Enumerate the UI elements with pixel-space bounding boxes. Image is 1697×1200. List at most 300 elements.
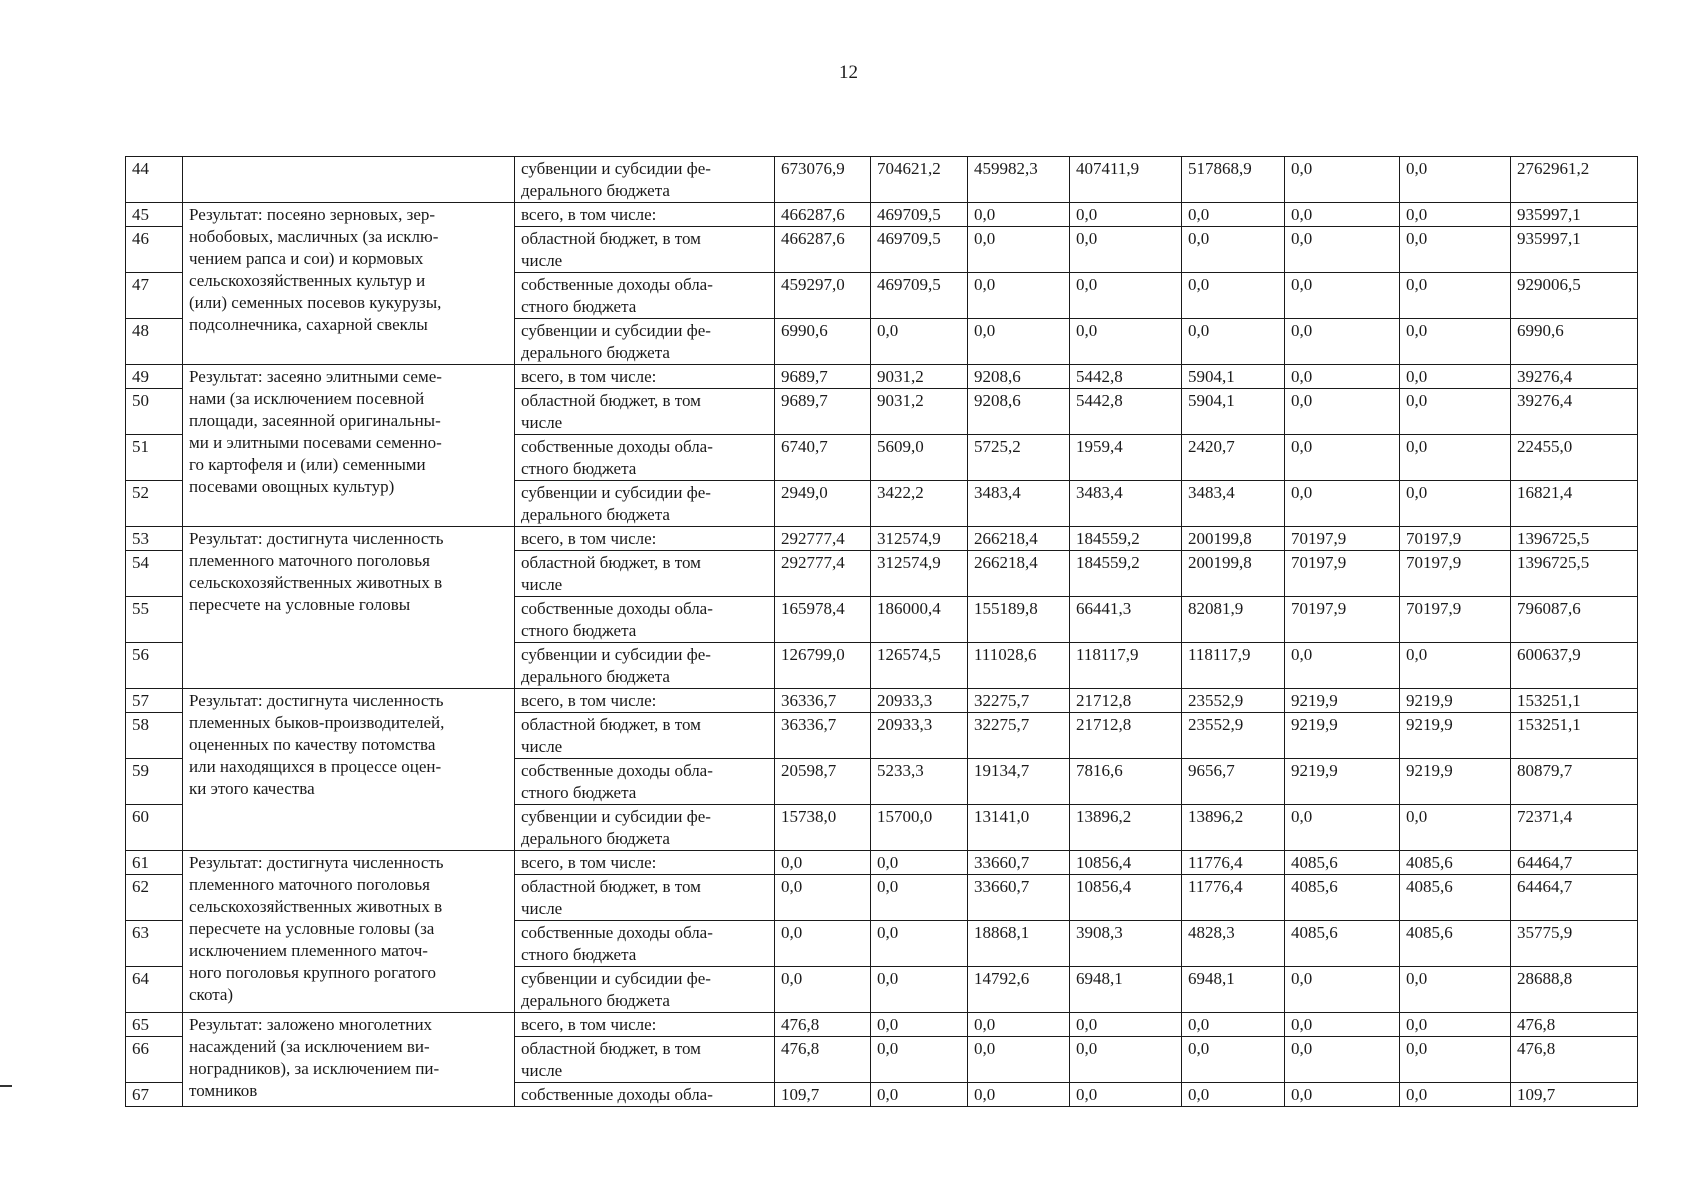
year-value: 36336,7 — [775, 689, 871, 713]
year-value: 0,0 — [871, 319, 968, 365]
funding-source — [515, 435, 775, 481]
row-number: 61 — [126, 851, 183, 875]
year-value: 0,0 — [1400, 1013, 1511, 1037]
year-value: 0,0 — [1400, 967, 1511, 1013]
year-value: 5233,3 — [871, 759, 968, 805]
year-value: 4085,6 — [1285, 851, 1400, 875]
funding-source — [515, 921, 775, 967]
year-value: 18868,1 — [968, 921, 1070, 967]
description-line: ного поголовья крупного рогатого — [189, 963, 437, 982]
year-value: 9031,2 — [871, 389, 968, 435]
year-value: 70197,9 — [1400, 551, 1511, 597]
description-line: подсолнечника, сахарной свеклы — [189, 315, 428, 334]
funding-source — [515, 805, 775, 851]
table-row — [126, 689, 1638, 713]
total-value: 28688,8 — [1511, 967, 1638, 1013]
year-value: 9689,7 — [775, 365, 871, 389]
total-value: 929006,5 — [1511, 273, 1638, 319]
year-value: 312574,9 — [871, 527, 968, 551]
source-line: субвенции и субсидии фе- — [521, 483, 711, 502]
year-value: 476,8 — [775, 1037, 871, 1083]
description-line: ми и элитными посевами семенно- — [189, 433, 442, 452]
source-line: собственные доходы обла- — [521, 923, 713, 942]
row-number: 67 — [126, 1083, 183, 1107]
row-number: 59 — [126, 759, 183, 805]
funding-source — [515, 527, 775, 551]
source-line: собственные доходы обла- — [521, 761, 713, 780]
description-line: Результат: засеяно элитными семе- — [189, 367, 442, 386]
year-value: 6948,1 — [1182, 967, 1285, 1013]
year-value: 0,0 — [871, 851, 968, 875]
result-description — [183, 1013, 515, 1107]
total-value: 935997,1 — [1511, 227, 1638, 273]
description-line: Результат: достигнута численность — [189, 529, 444, 548]
source-line: числе — [521, 413, 563, 432]
year-value: 312574,9 — [871, 551, 968, 597]
total-value: 64464,7 — [1511, 875, 1638, 921]
year-value: 0,0 — [1400, 389, 1511, 435]
source-line: собственные доходы обла- — [521, 599, 713, 618]
total-value: 109,7 — [1511, 1083, 1638, 1107]
description-line: го картофеля и (или) семенными — [189, 455, 426, 474]
table-row — [126, 1013, 1638, 1037]
source-line: дерального бюджета — [521, 343, 670, 362]
year-value: 459297,0 — [775, 273, 871, 319]
funding-source — [515, 1013, 775, 1037]
source-line: дерального бюджета — [521, 181, 670, 200]
year-value: 9219,9 — [1285, 689, 1400, 713]
year-value: 5904,1 — [1182, 389, 1285, 435]
row-number: 55 — [126, 597, 183, 643]
year-value: 9219,9 — [1285, 759, 1400, 805]
year-value: 673076,9 — [775, 157, 871, 203]
row-number: 65 — [126, 1013, 183, 1037]
year-value: 0,0 — [1400, 203, 1511, 227]
year-value: 466287,6 — [775, 227, 871, 273]
row-number: 63 — [126, 921, 183, 967]
year-value: 118117,9 — [1182, 643, 1285, 689]
table-row — [126, 527, 1638, 551]
source-line: субвенции и субсидии фе- — [521, 321, 711, 340]
margin-mark — [0, 1085, 12, 1087]
total-value: 153251,1 — [1511, 713, 1638, 759]
total-value: 1396725,5 — [1511, 527, 1638, 551]
source-line: областной бюджет, в том — [521, 391, 701, 410]
row-number: 45 — [126, 203, 183, 227]
result-description — [183, 157, 515, 203]
year-value: 0,0 — [1182, 227, 1285, 273]
year-value: 0,0 — [1285, 805, 1400, 851]
table-body — [126, 157, 1638, 1107]
description-line: томников — [189, 1081, 258, 1100]
year-value: 19134,7 — [968, 759, 1070, 805]
year-value: 0,0 — [968, 227, 1070, 273]
year-value: 70197,9 — [1400, 597, 1511, 643]
source-line: всего, в том числе: — [521, 205, 657, 224]
row-number: 66 — [126, 1037, 183, 1083]
year-value: 466287,6 — [775, 203, 871, 227]
description-line: или находящихся в процессе оцен- — [189, 757, 442, 776]
row-number: 50 — [126, 389, 183, 435]
year-value: 0,0 — [1285, 273, 1400, 319]
year-value: 36336,7 — [775, 713, 871, 759]
total-value: 796087,6 — [1511, 597, 1638, 643]
description-line: ки этого качества — [189, 779, 315, 798]
total-value: 39276,4 — [1511, 365, 1638, 389]
source-line: областной бюджет, в том — [521, 877, 701, 896]
year-value: 0,0 — [1070, 1083, 1182, 1107]
year-value: 126799,0 — [775, 643, 871, 689]
description-line: посевами овощных культур) — [189, 477, 395, 496]
source-line: собственные доходы обла- — [521, 437, 713, 456]
row-number: 64 — [126, 967, 183, 1013]
year-value: 111028,6 — [968, 643, 1070, 689]
funding-source — [515, 365, 775, 389]
row-number: 48 — [126, 319, 183, 365]
funding-source — [515, 597, 775, 643]
year-value: 0,0 — [1285, 1013, 1400, 1037]
year-value: 5442,8 — [1070, 365, 1182, 389]
source-line: всего, в том числе: — [521, 853, 657, 872]
year-value: 0,0 — [968, 1013, 1070, 1037]
funding-source — [515, 319, 775, 365]
year-value: 5442,8 — [1070, 389, 1182, 435]
year-value: 459982,3 — [968, 157, 1070, 203]
year-value: 0,0 — [871, 1037, 968, 1083]
table-row — [126, 851, 1638, 875]
year-value: 0,0 — [1400, 481, 1511, 527]
year-value: 20933,3 — [871, 689, 968, 713]
year-value: 9031,2 — [871, 365, 968, 389]
source-line: дерального бюджета — [521, 991, 670, 1010]
year-value: 3483,4 — [1182, 481, 1285, 527]
source-line: стного бюджета — [521, 945, 637, 964]
year-value: 10856,4 — [1070, 875, 1182, 921]
year-value: 0,0 — [871, 1083, 968, 1107]
total-value: 476,8 — [1511, 1037, 1638, 1083]
description-line: сельскохозяйственных животных в — [189, 897, 443, 916]
total-value: 476,8 — [1511, 1013, 1638, 1037]
table-row — [126, 203, 1638, 227]
year-value: 5609,0 — [871, 435, 968, 481]
year-value: 0,0 — [1400, 365, 1511, 389]
year-value: 517868,9 — [1182, 157, 1285, 203]
row-number: 56 — [126, 643, 183, 689]
source-line: числе — [521, 575, 563, 594]
year-value: 292777,4 — [775, 551, 871, 597]
year-value: 66441,3 — [1070, 597, 1182, 643]
description-line: племенных быков-производителей, — [189, 713, 445, 732]
source-line: всего, в том числе: — [521, 367, 657, 386]
total-value: 80879,7 — [1511, 759, 1638, 805]
year-value: 23552,9 — [1182, 713, 1285, 759]
year-value: 0,0 — [1400, 319, 1511, 365]
funding-source — [515, 851, 775, 875]
source-line: субвенции и субсидии фе- — [521, 969, 711, 988]
year-value: 0,0 — [1400, 273, 1511, 319]
result-description — [183, 689, 515, 851]
row-number: 52 — [126, 481, 183, 527]
funding-source — [515, 273, 775, 319]
year-value: 0,0 — [1285, 435, 1400, 481]
result-description — [183, 365, 515, 527]
year-value: 5725,2 — [968, 435, 1070, 481]
year-value: 165978,4 — [775, 597, 871, 643]
year-value: 0,0 — [1400, 1037, 1511, 1083]
year-value: 0,0 — [775, 921, 871, 967]
row-number: 47 — [126, 273, 183, 319]
year-value: 70197,9 — [1285, 597, 1400, 643]
source-line: числе — [521, 737, 563, 756]
description-line: исключением племенного маточ- — [189, 941, 428, 960]
source-line: областной бюджет, в том — [521, 1039, 701, 1058]
page-number: 12 — [839, 62, 858, 83]
year-value: 186000,4 — [871, 597, 968, 643]
source-line: субвенции и субсидии фе- — [521, 645, 711, 664]
year-value: 0,0 — [968, 1083, 1070, 1107]
year-value: 0,0 — [1400, 157, 1511, 203]
description-line: чением рапса и сои) и кормовых — [189, 249, 424, 268]
year-value: 0,0 — [1285, 389, 1400, 435]
year-value: 70197,9 — [1285, 551, 1400, 597]
source-line: стного бюджета — [521, 783, 637, 802]
year-value: 0,0 — [1285, 203, 1400, 227]
description-line: (или) семенных посевов кукурузы, — [189, 293, 442, 312]
year-value: 9208,6 — [968, 365, 1070, 389]
year-value: 0,0 — [1070, 1037, 1182, 1083]
year-value: 9208,6 — [968, 389, 1070, 435]
year-value: 118117,9 — [1070, 643, 1182, 689]
year-value: 32275,7 — [968, 713, 1070, 759]
year-value: 3483,4 — [968, 481, 1070, 527]
year-value: 11776,4 — [1182, 875, 1285, 921]
year-value: 0,0 — [775, 851, 871, 875]
description-line: Результат: заложено многолетних — [189, 1015, 433, 1034]
year-value: 0,0 — [775, 967, 871, 1013]
year-value: 0,0 — [1070, 1013, 1182, 1037]
row-number: 44 — [126, 157, 183, 203]
result-description — [183, 527, 515, 689]
year-value: 3483,4 — [1070, 481, 1182, 527]
year-value: 3422,2 — [871, 481, 968, 527]
total-value: 1396725,5 — [1511, 551, 1638, 597]
year-value: 200199,8 — [1182, 527, 1285, 551]
table-row — [126, 157, 1638, 203]
source-line: числе — [521, 251, 563, 270]
source-line: числе — [521, 1061, 563, 1080]
funding-source — [515, 967, 775, 1013]
year-value: 0,0 — [1285, 365, 1400, 389]
funding-source — [515, 203, 775, 227]
year-value: 0,0 — [871, 967, 968, 1013]
year-value: 23552,9 — [1182, 689, 1285, 713]
row-number: 49 — [126, 365, 183, 389]
year-value: 0,0 — [871, 875, 968, 921]
total-value: 16821,4 — [1511, 481, 1638, 527]
total-value: 153251,1 — [1511, 689, 1638, 713]
year-value: 3908,3 — [1070, 921, 1182, 967]
year-value: 10856,4 — [1070, 851, 1182, 875]
row-number: 51 — [126, 435, 183, 481]
year-value: 9219,9 — [1400, 713, 1511, 759]
source-line: дерального бюджета — [521, 505, 670, 524]
source-line: областной бюджет, в том — [521, 229, 701, 248]
year-value: 5904,1 — [1182, 365, 1285, 389]
result-description — [183, 851, 515, 1013]
description-line: племенного маточного поголовья — [189, 551, 430, 570]
year-value: 4085,6 — [1400, 851, 1511, 875]
row-number: 54 — [126, 551, 183, 597]
year-value: 0,0 — [1285, 157, 1400, 203]
description-line: Результат: достигнута численность — [189, 691, 444, 710]
year-value: 11776,4 — [1182, 851, 1285, 875]
funding-source — [515, 759, 775, 805]
description-line: сельскохозяйственных животных в — [189, 573, 443, 592]
source-line: стного бюджета — [521, 297, 637, 316]
year-value: 32275,7 — [968, 689, 1070, 713]
year-value: 0,0 — [1285, 227, 1400, 273]
total-value: 39276,4 — [1511, 389, 1638, 435]
year-value: 266218,4 — [968, 551, 1070, 597]
year-value: 9219,9 — [1400, 759, 1511, 805]
table-row — [126, 365, 1638, 389]
year-value: 469709,5 — [871, 203, 968, 227]
source-line: всего, в том числе: — [521, 529, 657, 548]
budget-table — [125, 156, 1638, 1107]
total-value: 6990,6 — [1511, 319, 1638, 365]
year-value: 469709,5 — [871, 273, 968, 319]
funding-source — [515, 1037, 775, 1083]
row-number: 46 — [126, 227, 183, 273]
year-value: 0,0 — [1285, 643, 1400, 689]
year-value: 4828,3 — [1182, 921, 1285, 967]
description-line: Результат: посеяно зерновых, зер- — [189, 205, 436, 224]
year-value: 20933,3 — [871, 713, 968, 759]
row-number: 53 — [126, 527, 183, 551]
year-value: 0,0 — [1182, 319, 1285, 365]
year-value: 6740,7 — [775, 435, 871, 481]
source-line: стного бюджета — [521, 459, 637, 478]
year-value: 0,0 — [775, 875, 871, 921]
row-number: 58 — [126, 713, 183, 759]
year-value: 0,0 — [1182, 273, 1285, 319]
funding-source — [515, 389, 775, 435]
year-value: 2949,0 — [775, 481, 871, 527]
year-value: 0,0 — [1400, 643, 1511, 689]
year-value: 4085,6 — [1285, 875, 1400, 921]
year-value: 15738,0 — [775, 805, 871, 851]
row-number: 57 — [126, 689, 183, 713]
total-value: 35775,9 — [1511, 921, 1638, 967]
year-value: 0,0 — [1070, 227, 1182, 273]
year-value: 13896,2 — [1182, 805, 1285, 851]
year-value: 33660,7 — [968, 851, 1070, 875]
description-line: пересчете на условные головы (за — [189, 919, 435, 938]
result-description — [183, 203, 515, 365]
year-value: 70197,9 — [1400, 527, 1511, 551]
year-value: 13141,0 — [968, 805, 1070, 851]
row-number: 62 — [126, 875, 183, 921]
description-line: площади, засеянной оригинальны- — [189, 411, 441, 430]
year-value: 0,0 — [1182, 1037, 1285, 1083]
year-value: 266218,4 — [968, 527, 1070, 551]
year-value: 155189,8 — [968, 597, 1070, 643]
year-value: 13896,2 — [1070, 805, 1182, 851]
year-value: 109,7 — [775, 1083, 871, 1107]
source-line: числе — [521, 899, 563, 918]
year-value: 200199,8 — [1182, 551, 1285, 597]
description-line: сельскохозяйственных культур и — [189, 271, 426, 290]
year-value: 0,0 — [1400, 227, 1511, 273]
source-line: дерального бюджета — [521, 829, 670, 848]
year-value: 476,8 — [775, 1013, 871, 1037]
year-value: 2420,7 — [1182, 435, 1285, 481]
source-line: всего, в том числе: — [521, 1015, 657, 1034]
year-value: 292777,4 — [775, 527, 871, 551]
description-line: нами (за исключением посевной — [189, 389, 425, 408]
year-value: 0,0 — [1400, 1083, 1511, 1107]
year-value: 0,0 — [871, 1013, 968, 1037]
year-value: 1959,4 — [1070, 435, 1182, 481]
year-value: 126574,5 — [871, 643, 968, 689]
total-value: 935997,1 — [1511, 203, 1638, 227]
year-value: 9689,7 — [775, 389, 871, 435]
description-line: нобобовых, масличных (за исклю- — [189, 227, 439, 246]
total-value: 72371,4 — [1511, 805, 1638, 851]
description-line: Результат: достигнута численность — [189, 853, 444, 872]
funding-source — [515, 227, 775, 273]
year-value: 0,0 — [871, 921, 968, 967]
source-line: дерального бюджета — [521, 667, 670, 686]
year-value: 6990,6 — [775, 319, 871, 365]
source-line: областной бюджет, в том — [521, 553, 701, 572]
description-line: племенного маточного поголовья — [189, 875, 430, 894]
year-value: 0,0 — [1285, 967, 1400, 1013]
description-line: скота) — [189, 985, 234, 1004]
year-value: 407411,9 — [1070, 157, 1182, 203]
year-value: 0,0 — [1182, 1013, 1285, 1037]
description-line: пересчете на условные головы — [189, 595, 411, 614]
year-value: 0,0 — [1400, 805, 1511, 851]
funding-source — [515, 551, 775, 597]
year-value: 0,0 — [1285, 319, 1400, 365]
year-value: 7816,6 — [1070, 759, 1182, 805]
source-line: областной бюджет, в том — [521, 715, 701, 734]
year-value: 9219,9 — [1400, 689, 1511, 713]
source-line: стного бюджета — [521, 621, 637, 640]
funding-source — [515, 1083, 775, 1107]
year-value: 0,0 — [968, 319, 1070, 365]
year-value: 0,0 — [1070, 273, 1182, 319]
funding-source — [515, 643, 775, 689]
description-line: ноградников), за исключением пи- — [189, 1059, 440, 1078]
funding-source — [515, 689, 775, 713]
year-value: 4085,6 — [1400, 875, 1511, 921]
year-value: 4085,6 — [1285, 921, 1400, 967]
funding-source — [515, 481, 775, 527]
year-value: 0,0 — [1070, 203, 1182, 227]
year-value: 0,0 — [1285, 481, 1400, 527]
source-line: субвенции и субсидии фе- — [521, 159, 711, 178]
year-value: 9656,7 — [1182, 759, 1285, 805]
total-value: 2762961,2 — [1511, 157, 1638, 203]
source-line: собственные доходы обла- — [521, 1085, 713, 1104]
description-line: насаждений (за исключением ви- — [189, 1037, 430, 1056]
year-value: 0,0 — [1182, 1083, 1285, 1107]
year-value: 21712,8 — [1070, 713, 1182, 759]
row-number: 60 — [126, 805, 183, 851]
year-value: 0,0 — [968, 1037, 1070, 1083]
